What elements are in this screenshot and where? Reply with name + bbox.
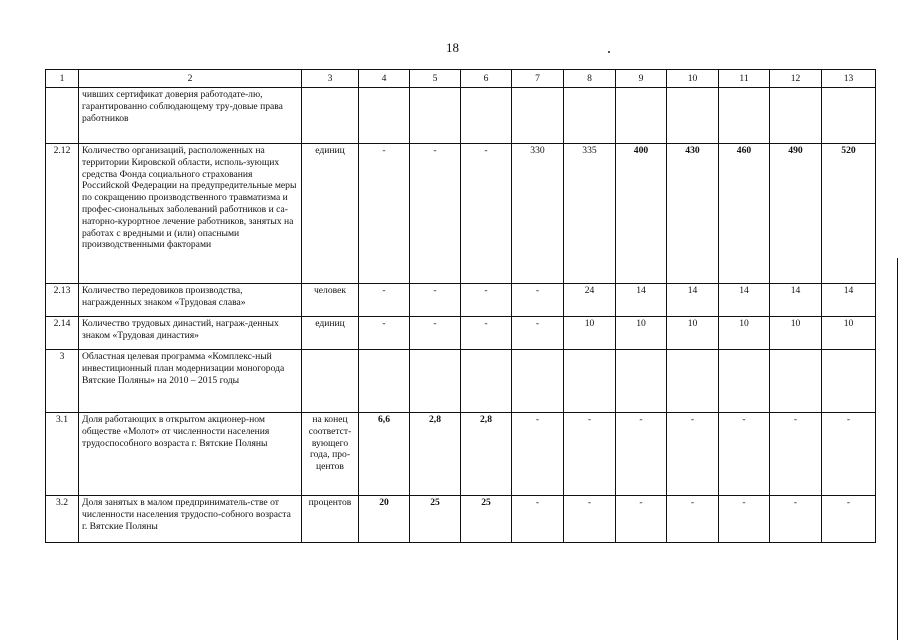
- indicator-description: Количество трудовых династий, награж-денных знаком «Трудовая династия»: [79, 317, 302, 350]
- row-number: 2.13: [46, 284, 79, 317]
- value-cell: -: [667, 413, 719, 496]
- value-cell: 490: [770, 144, 822, 284]
- column-number: 1: [46, 70, 79, 88]
- value-cell: 2,8: [410, 413, 461, 496]
- value-cell: 10: [564, 317, 616, 350]
- value-cell: 335: [564, 144, 616, 284]
- unit-of-measure: единиц: [302, 144, 359, 284]
- value-cell: [822, 350, 876, 413]
- value-cell: [512, 350, 564, 413]
- column-number: 9: [616, 70, 667, 88]
- value-cell: 14: [616, 284, 667, 317]
- column-number: 3: [302, 70, 359, 88]
- value-cell: -: [512, 317, 564, 350]
- value-cell: -: [719, 413, 770, 496]
- column-number-row: [46, 70, 876, 88]
- value-cell: -: [359, 317, 410, 350]
- value-cell: 400: [616, 144, 667, 284]
- value-cell: [359, 350, 410, 413]
- value-cell: -: [770, 496, 822, 543]
- value-cell: [719, 88, 770, 144]
- value-cell: -: [461, 144, 512, 284]
- value-cell: -: [512, 284, 564, 317]
- column-number: 5: [410, 70, 461, 88]
- value-cell: -: [359, 284, 410, 317]
- value-cell: -: [461, 317, 512, 350]
- value-cell: 14: [770, 284, 822, 317]
- value-cell: -: [410, 284, 461, 317]
- value-cell: [359, 88, 410, 144]
- table-row: [46, 317, 876, 350]
- value-cell: -: [616, 413, 667, 496]
- value-cell: -: [822, 496, 876, 543]
- column-number: 13: [822, 70, 876, 88]
- table-row: [46, 144, 876, 284]
- value-cell: [822, 88, 876, 144]
- value-cell: -: [719, 496, 770, 543]
- value-cell: -: [512, 496, 564, 543]
- value-cell: [616, 350, 667, 413]
- indicators-table: [45, 69, 876, 543]
- scan-speck: [608, 51, 610, 53]
- value-cell: -: [461, 284, 512, 317]
- table-row: [46, 413, 876, 496]
- column-number: 12: [770, 70, 822, 88]
- indicator-description: Доля работающих в открытом акционер-ном обществе «Молот» от численности населения трудоспособного возраста г. Вятские Поляны: [79, 413, 302, 496]
- value-cell: 460: [719, 144, 770, 284]
- indicator-description: чивших сертификат доверия работодате-лю, гарантированно соблюдающему тру-довые права работников: [79, 88, 302, 144]
- value-cell: [512, 88, 564, 144]
- value-cell: [461, 88, 512, 144]
- value-cell: -: [512, 413, 564, 496]
- value-cell: [667, 88, 719, 144]
- value-cell: 25: [461, 496, 512, 543]
- indicator-description: Количество организаций, расположенных на территории Кировской области, исполь-зующих средства Фонда социального страхования Российской Федерации на предупредительные меры по сокращению производственного травматизма и профес-сиональных заболеваний работников и са-наторно-курортное лечение работников, занятых на работах с вредными и (или) опасными производственными факторами: [79, 144, 302, 284]
- value-cell: -: [359, 144, 410, 284]
- value-cell: 10: [616, 317, 667, 350]
- value-cell: -: [667, 496, 719, 543]
- value-cell: [616, 88, 667, 144]
- value-cell: [410, 88, 461, 144]
- table-row: [46, 496, 876, 543]
- value-cell: -: [770, 413, 822, 496]
- column-number: 10: [667, 70, 719, 88]
- indicator-description: Доля занятых в малом предприниматель-стве от численности населения трудоспо-собного возраста г. Вятские Поляны: [79, 496, 302, 543]
- row-number: 3.1: [46, 413, 79, 496]
- value-cell: 25: [410, 496, 461, 543]
- value-cell: 2,8: [461, 413, 512, 496]
- scan-edge-line: [897, 258, 898, 640]
- value-cell: [770, 350, 822, 413]
- row-number: 3.2: [46, 496, 79, 543]
- column-number: 8: [564, 70, 616, 88]
- indicator-description: Областная целевая программа «Комплекс-ный инвестиционный план модернизации моногорода Вятские Поляны» на 2010 – 2015 годы: [79, 350, 302, 413]
- value-cell: 6,6: [359, 413, 410, 496]
- table-row: [46, 284, 876, 317]
- unit-of-measure: единиц: [302, 317, 359, 350]
- value-cell: 10: [719, 317, 770, 350]
- value-cell: [461, 350, 512, 413]
- row-number: 2.12: [46, 144, 79, 284]
- value-cell: 14: [719, 284, 770, 317]
- value-cell: 430: [667, 144, 719, 284]
- value-cell: -: [564, 413, 616, 496]
- table-row: [46, 350, 876, 413]
- column-number: 6: [461, 70, 512, 88]
- page-number: 18: [446, 40, 459, 55]
- unit-of-measure: на конец соответст-вующего года, про-центов: [302, 413, 359, 496]
- table-row: [46, 88, 876, 144]
- value-cell: [719, 350, 770, 413]
- value-cell: 330: [512, 144, 564, 284]
- value-cell: -: [410, 144, 461, 284]
- column-number: 4: [359, 70, 410, 88]
- unit-of-measure: [302, 88, 359, 144]
- value-cell: 14: [667, 284, 719, 317]
- value-cell: 20: [359, 496, 410, 543]
- value-cell: 10: [667, 317, 719, 350]
- row-number: [46, 88, 79, 144]
- unit-of-measure: [302, 350, 359, 413]
- value-cell: -: [822, 413, 876, 496]
- value-cell: [564, 350, 616, 413]
- unit-of-measure: процентов: [302, 496, 359, 543]
- column-number: 11: [719, 70, 770, 88]
- indicator-description: Количество передовиков производства, награжденных знаком «Трудовая слава»: [79, 284, 302, 317]
- column-number: 2: [79, 70, 302, 88]
- value-cell: 10: [770, 317, 822, 350]
- row-number: 2.14: [46, 317, 79, 350]
- value-cell: [410, 350, 461, 413]
- unit-of-measure: человек: [302, 284, 359, 317]
- value-cell: 14: [822, 284, 876, 317]
- value-cell: [564, 88, 616, 144]
- column-number: 7: [512, 70, 564, 88]
- value-cell: [770, 88, 822, 144]
- row-number: 3: [46, 350, 79, 413]
- value-cell: 10: [822, 317, 876, 350]
- value-cell: 24: [564, 284, 616, 317]
- table-body: [46, 70, 876, 543]
- value-cell: 520: [822, 144, 876, 284]
- value-cell: -: [616, 496, 667, 543]
- value-cell: -: [410, 317, 461, 350]
- value-cell: [667, 350, 719, 413]
- value-cell: -: [564, 496, 616, 543]
